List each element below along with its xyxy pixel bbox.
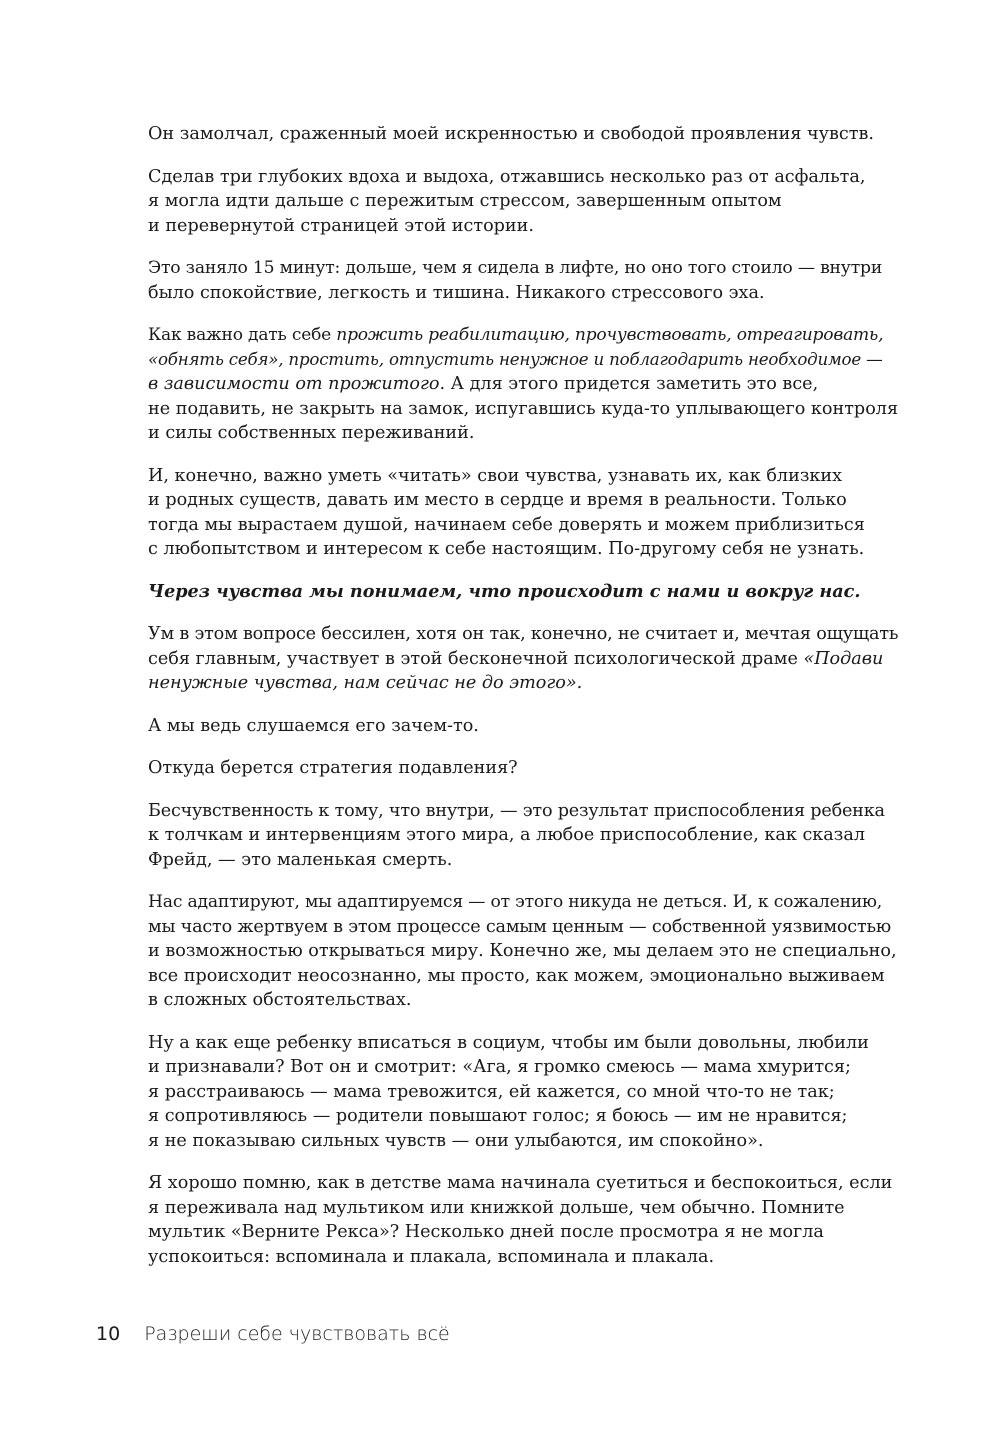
body-text xyxy=(148,122,898,1287)
italic-line: ненужные чувства, нам сейчас не до этого». xyxy=(148,673,583,693)
paragraph-11 xyxy=(148,890,898,1013)
paragraph-3 xyxy=(148,256,898,305)
paragraph-13 xyxy=(148,1171,898,1269)
text-line: не подавить, не закрыть на замок, испугавшись куда-то уплывающего контроля xyxy=(148,398,899,419)
text-line: Сделав три глубоких вдоха и выдоха, отжавшись несколько раз от асфальта, xyxy=(148,166,866,187)
text-line xyxy=(148,372,898,397)
paragraph-10 xyxy=(148,799,898,873)
text-run: Как важно дать себе xyxy=(148,325,337,345)
text-line: Нас адаптируют, мы адаптируемся — от этого никуда не деться. И, к сожалению, xyxy=(148,892,883,912)
text-line: И, конечно, важно уметь «читать» свои чувства, узнавать их, как близких xyxy=(148,465,843,486)
page-footer xyxy=(96,1322,450,1346)
text-line: Ну а как еще ребенку вписаться в социум, чтобы им были довольны, любили xyxy=(148,1032,869,1053)
italic-run: в зависимости от прожитого. xyxy=(148,374,446,394)
paragraph-9 xyxy=(148,756,898,781)
text-line: в сложных обстоятельствах. xyxy=(148,990,412,1010)
text-line: мы часто жертвуем в этом процессе самым ценным — собственной уязвимостью xyxy=(148,916,891,937)
text-run: себя главным, участвует в этой бесконечной психологической драме xyxy=(148,648,804,669)
text-line: и признавали? Вот он и смотрит: «Ага, я громко смеюсь — мама хмурится; xyxy=(148,1057,851,1077)
text-line: я переживала над мультиком или книжкой дольше, чем обычно. Помните xyxy=(148,1197,845,1218)
paragraph-4 xyxy=(148,323,898,446)
text-line xyxy=(148,323,898,348)
paragraph-8 xyxy=(148,714,898,739)
text-line: все происходит неосознанно, мы просто, как можем, эмоционально выживаем xyxy=(148,965,885,986)
page-number: 10 xyxy=(96,1323,121,1345)
text-line: и возможностью открываться миру. Конечно же, мы делаем это не специально, xyxy=(148,941,897,961)
paragraph-5 xyxy=(148,464,898,562)
text-line: и силы собственных переживаний. xyxy=(148,423,475,443)
text-run: А для этого придется заметить это все, xyxy=(445,374,819,394)
text-line: я не показываю сильных чувств — они улыбаются, им спокойно». xyxy=(148,1130,764,1151)
text-line: и перевернутой страницей этой истории. xyxy=(148,215,534,236)
text-line: было спокойствие, легкость и тишина. Никакого стрессового эха. xyxy=(148,282,765,303)
text-line: к толчкам и интервенциям этого мира, а любое приспособление, как сказал xyxy=(148,825,866,845)
italic-run: «Подави xyxy=(803,648,884,669)
text-line: Это заняло 15 минут: дольше, чем я сидела в лифте, но оно того стоило — внутри xyxy=(148,258,883,278)
paragraph-2 xyxy=(148,165,898,239)
text-line: А мы ведь слушаемся его зачем-то. xyxy=(148,715,479,736)
text-line: мультик «Верните Рекса»? Несколько дней после просмотра я не могла xyxy=(148,1222,824,1242)
text-line: Бесчувственность к тому, что внутри, — это результат приспособления ребенка xyxy=(148,800,885,821)
text-line: я сопротивляюсь — родители повышают голос; я боюсь — им не нравится; xyxy=(148,1106,848,1126)
bold-italic-line: Через чувства мы понимаем, что происходит с нами и вокруг нас. xyxy=(148,580,861,602)
italic-line: «обнять себя», простить, отпустить ненужное и поблагодарить необходимое — xyxy=(148,349,883,369)
text-line: я могла идти дальше с пережитым стрессом, завершенным опытом xyxy=(148,191,782,211)
text-line: Я хорошо помню, как в детстве мама начинала суетиться и беспокоиться, если xyxy=(148,1173,893,1193)
emphasis-paragraph xyxy=(148,580,898,605)
text-line: я расстраиваюсь — мама тревожится, ей кажется, со мной что-то не так; xyxy=(148,1081,835,1102)
text-line: Он замолчал, сраженный моей искренностью и свободой проявления чувств. xyxy=(148,124,875,144)
text-line: Фрейд, — это маленькая смерть. xyxy=(148,849,453,870)
italic-run: прожить реабилитацию, прочувствовать, отреагировать, xyxy=(336,325,884,345)
text-line: и родных существ, давать им место в сердце и время в реальности. Только xyxy=(148,490,847,510)
text-line: успокоиться: вспоминала и плакала, вспоминала и плакала. xyxy=(148,1246,715,1267)
text-line xyxy=(148,647,898,672)
text-line: Откуда берется стратегия подавления? xyxy=(148,758,518,778)
paragraph-7 xyxy=(148,622,898,696)
paragraph-1 xyxy=(148,122,898,147)
text-line: с любопытством и интересом к себе настоящим. По-другому себя не узнать. xyxy=(148,539,865,559)
running-title: Разреши себе чувствовать всё xyxy=(144,1323,450,1345)
text-line: Ум в этом вопросе бессилен, хотя он так, конечно, не считает и, мечтая ощущать xyxy=(148,624,899,644)
paragraph-12 xyxy=(148,1031,898,1154)
text-line: тогда мы вырастаем душой, начинаем себе доверять и можем приблизиться xyxy=(148,514,865,535)
